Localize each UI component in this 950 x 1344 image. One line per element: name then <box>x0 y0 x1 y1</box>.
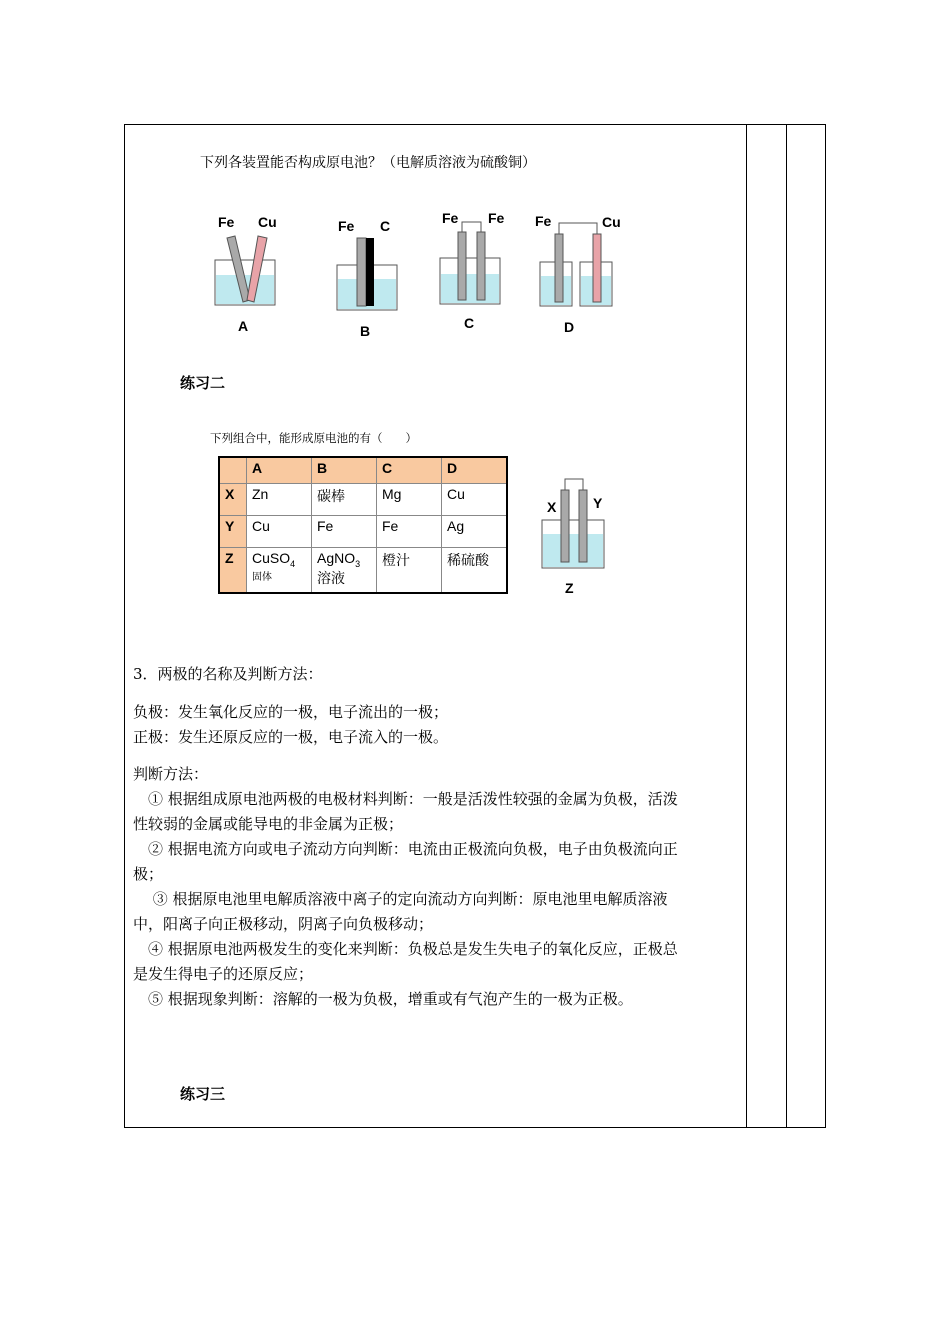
agno3-text: AgNO <box>317 549 356 566</box>
method-5-line-1: ⑤ 根据现象判断：溶解的一极为负极，增重或有气泡产生的一极为正极。 <box>133 990 633 1008</box>
cell-y-c: Fe <box>377 515 442 547</box>
header-a: A <box>247 457 312 483</box>
cuso4-text: CuSO <box>252 549 291 566</box>
header-d: D <box>442 457 508 483</box>
column-divider-1 <box>746 125 747 1127</box>
exercise-2-title: 练习二 <box>180 374 226 392</box>
table-row <box>219 483 507 515</box>
method-4-line-2: 是发生得电子的还原反应； <box>133 965 314 983</box>
label-c-left: Fe <box>442 210 459 226</box>
label-b-left: Fe <box>338 218 355 234</box>
cell-z-a <box>247 547 312 593</box>
label-z: Z <box>565 580 574 596</box>
cell-z-c: 橙汁 <box>377 547 442 593</box>
cell-z-b <box>312 547 377 593</box>
combination-table <box>218 456 508 594</box>
positive-electrode: 正极：发生还原反应的一极，电子流入的一极。 <box>133 728 449 746</box>
apparatus-d <box>535 213 621 335</box>
cuso4-subscript: 4 <box>290 558 296 569</box>
method-3-line-1: ③ 根据原电池里电解质溶液中离子的定向流动方向判断：原电池里电解质溶液 <box>133 890 668 908</box>
apparatus-a <box>215 214 277 334</box>
method-list <box>133 787 743 1012</box>
question-2: 下列组合中，能形成原电池的有（ ） <box>210 431 417 445</box>
cell-x-c: Mg <box>377 483 442 515</box>
header-c: C <box>377 457 442 483</box>
label-a-left: Fe <box>218 214 235 230</box>
table-corner <box>219 457 247 483</box>
label-d-right: Cu <box>602 214 621 230</box>
cell-y-a: Cu <box>247 515 312 547</box>
method-3-line-2: 中，阳离子向正极移动，阴离子向负极移动； <box>133 915 434 933</box>
table-row <box>219 515 507 547</box>
label-a-right: Cu <box>258 214 277 230</box>
section-3-heading: 3．两极的名称及判断方法： <box>133 665 323 683</box>
label-b: B <box>360 323 371 339</box>
apparatus-c <box>440 210 505 331</box>
exercise-3-title: 练习三 <box>180 1085 226 1103</box>
table-row <box>219 547 507 593</box>
agno3-subscript: 3 <box>355 558 361 569</box>
method-4-line-1: ④ 根据原电池两极发生的变化来判断：负极总是发生失电子的氧化反应，正极总 <box>133 940 678 958</box>
cell-y-d: Ag <box>442 515 508 547</box>
cuso4-note: 固体 <box>252 572 272 584</box>
table-header-row <box>219 457 507 483</box>
cell-y-b: Fe <box>312 515 377 547</box>
apparatus-diagrams <box>200 200 640 350</box>
label-b-right: C <box>380 218 391 234</box>
label-y: Y <box>593 495 603 511</box>
label-d: D <box>564 319 575 335</box>
row-label-x: X <box>219 483 247 515</box>
label-a: A <box>238 318 249 334</box>
row-label-y: Y <box>219 515 247 547</box>
row-label-z: Z <box>219 547 247 593</box>
cell-x-b: 碳棒 <box>312 483 377 515</box>
method-1-line-2: 性较弱的金属或能导电的非金属为正极； <box>133 815 404 833</box>
label-c: C <box>464 315 475 331</box>
cell-z-d: 稀硫酸 <box>442 547 508 593</box>
method-heading: 判断方法： <box>133 765 209 783</box>
question-1: 下列各装置能否构成原电池？（电解质溶液为硫酸铜） <box>200 155 536 171</box>
method-2-line-1: ② 根据电流方向或电子流动方向判断：电流由正极流向负极，电子由负极流向正 <box>133 840 678 858</box>
label-x: X <box>547 499 557 515</box>
column-divider-2 <box>786 125 787 1127</box>
xyz-apparatus <box>535 470 615 600</box>
label-d-left: Fe <box>535 213 552 229</box>
negative-electrode: 负极：发生氧化反应的一极，电子流出的一极； <box>133 703 449 721</box>
apparatus-b <box>337 218 397 339</box>
label-c-right: Fe <box>488 210 505 226</box>
cell-x-a: Zn <box>247 483 312 515</box>
method-2-line-2: 极； <box>133 865 164 883</box>
header-b: B <box>312 457 377 483</box>
cell-x-d: Cu <box>442 483 508 515</box>
method-1-line-1: ① 根据组成原电池两极的电极材料判断：一般是活泼性较强的金属为负极，活泼 <box>133 790 678 808</box>
agno3-note: 溶液 <box>317 570 345 587</box>
